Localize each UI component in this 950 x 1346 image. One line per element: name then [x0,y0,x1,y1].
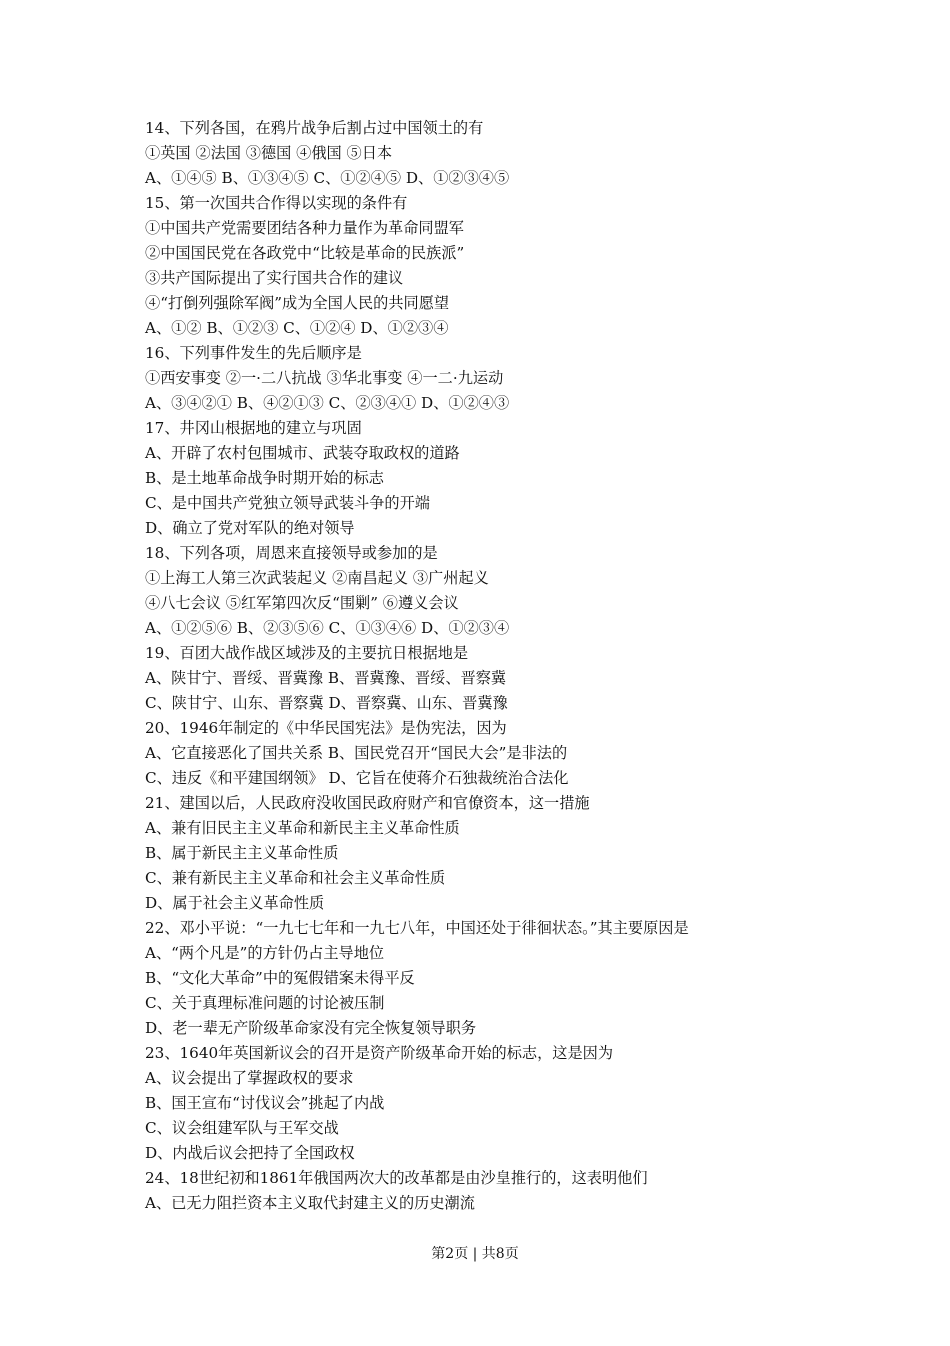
question-24: 24、18世纪初和1861年俄国两次大的改革都是由沙皇推行的，这表明他们 [145,1169,648,1187]
question-15: 15、第一次国共合作得以实现的条件有 [145,194,408,212]
question-16: 16、下列事件发生的先后顺序是 [145,344,362,362]
question-21-option-c: C、兼有新民主主义革命和社会主义革命性质 [145,869,446,887]
question-16-answers: A、③④②① B、④②①③ C、②③④① D、①②④③ [145,394,510,412]
question-18: 18、下列各项，周恩来直接领导或参加的是 [145,544,438,562]
question-22: 22、邓小平说：“一九七七年和一九七八年，中国还处于徘徊状态。”其主要原因是 [145,919,689,937]
question-17-option-a: A、开辟了农村包围城市、武装夺取政权的道路 [145,444,460,462]
question-19-options-cd: C、陕甘宁、山东、晋察冀 D、晋察冀、山东、晋冀豫 [145,694,508,712]
question-24-option-a: A、已无力阻拦资本主义取代封建主义的历史潮流 [145,1194,475,1212]
question-21: 21、建国以后，人民政府没收国民政府财产和官僚资本，这一措施 [145,794,590,812]
page-number-footer: 第2页 | 共8页 [431,1246,519,1262]
question-23-option-d: D、内战后议会把持了全国政权 [145,1144,355,1162]
question-21-option-d: D、属于社会主义革命性质 [145,894,325,912]
question-15-item-1: ①中国共产党需要团结各种力量作为革命同盟军 [145,219,464,237]
document-body [145,116,905,1216]
question-21-option-b: B、属于新民主主义革命性质 [145,844,339,862]
question-14-answers: A、①④⑤ B、①③④⑤ C、①②④⑤ D、①②③④⑤ [145,169,510,187]
question-15-item-4: ④“打倒列强除军阀”成为全国人民的共同愿望 [145,294,450,312]
question-18-answers: A、①②⑤⑥ B、②③⑤⑥ C、①③④⑥ D、①②③④ [145,619,510,637]
question-15-item-2: ②中国国民党在各政党中“比较是革命的民族派” [145,244,465,262]
question-18-options-2: ④八七会议 ⑤红军第四次反“围剿” ⑥遵义会议 [145,594,459,612]
question-23-option-b: B、国王宣布“讨伐议会”挑起了内战 [145,1094,385,1112]
question-20-options-ab: A、它直接恶化了国共关系 B、国民党召开“国民大会”是非法的 [145,744,568,762]
question-18-options-1: ①上海工人第三次武装起义 ②南昌起义 ③广州起义 [145,569,489,587]
question-22-option-c: C、关于真理标准问题的讨论被压制 [145,994,385,1012]
question-19-options-ab: A、陕甘宁、晋绥、晋冀豫 B、晋冀豫、晋绥、晋察冀 [145,669,507,687]
question-15-item-3: ③共产国际提出了实行国共合作的建议 [145,269,404,287]
question-21-option-a: A、兼有旧民主主义革命和新民主主义革命性质 [145,819,460,837]
question-22-option-a: A、“两个凡是”的方针仍占主导地位 [145,944,385,962]
question-16-options: ①西安事变 ②一·二八抗战 ③华北事变 ④一二·九运动 [145,369,504,387]
question-22-option-b: B、“文化大革命”中的冤假错案未得平反 [145,969,415,987]
question-23-option-a: A、议会提出了掌握政权的要求 [145,1069,354,1087]
question-22-option-d: D、老一辈无产阶级革命家没有完全恢复领导职务 [145,1019,477,1037]
question-17: 17、井冈山根据地的建立与巩固 [145,419,362,437]
question-23-option-c: C、议会组建军队与王军交战 [145,1119,339,1137]
question-19: 19、百团大战作战区域涉及的主要抗日根据地是 [145,644,469,662]
question-17-option-d: D、确立了党对军队的绝对领导 [145,519,355,537]
question-17-option-c: C、是中国共产党独立领导武装斗争的开端 [145,494,430,512]
question-15-answers: A、①② B、①②③ C、①②④ D、①②③④ [145,319,449,337]
question-17-option-b: B、是土地革命战争时期开始的标志 [145,469,384,487]
question-14: 14、下列各国，在鸦片战争后割占过中国领土的有 [145,119,484,137]
question-20-options-cd: C、违反《和平建国纲领》 D、它旨在使蒋介石独裁统治合法化 [145,769,569,787]
question-20: 20、1946年制定的《中华民国宪法》是伪宪法，因为 [145,719,507,737]
question-14-options: ①英国 ②法国 ③德国 ④俄国 ⑤日本 [145,144,393,162]
question-23: 23、1640年英国新议会的召开是资产阶级革命开始的标志，这是因为 [145,1044,614,1062]
